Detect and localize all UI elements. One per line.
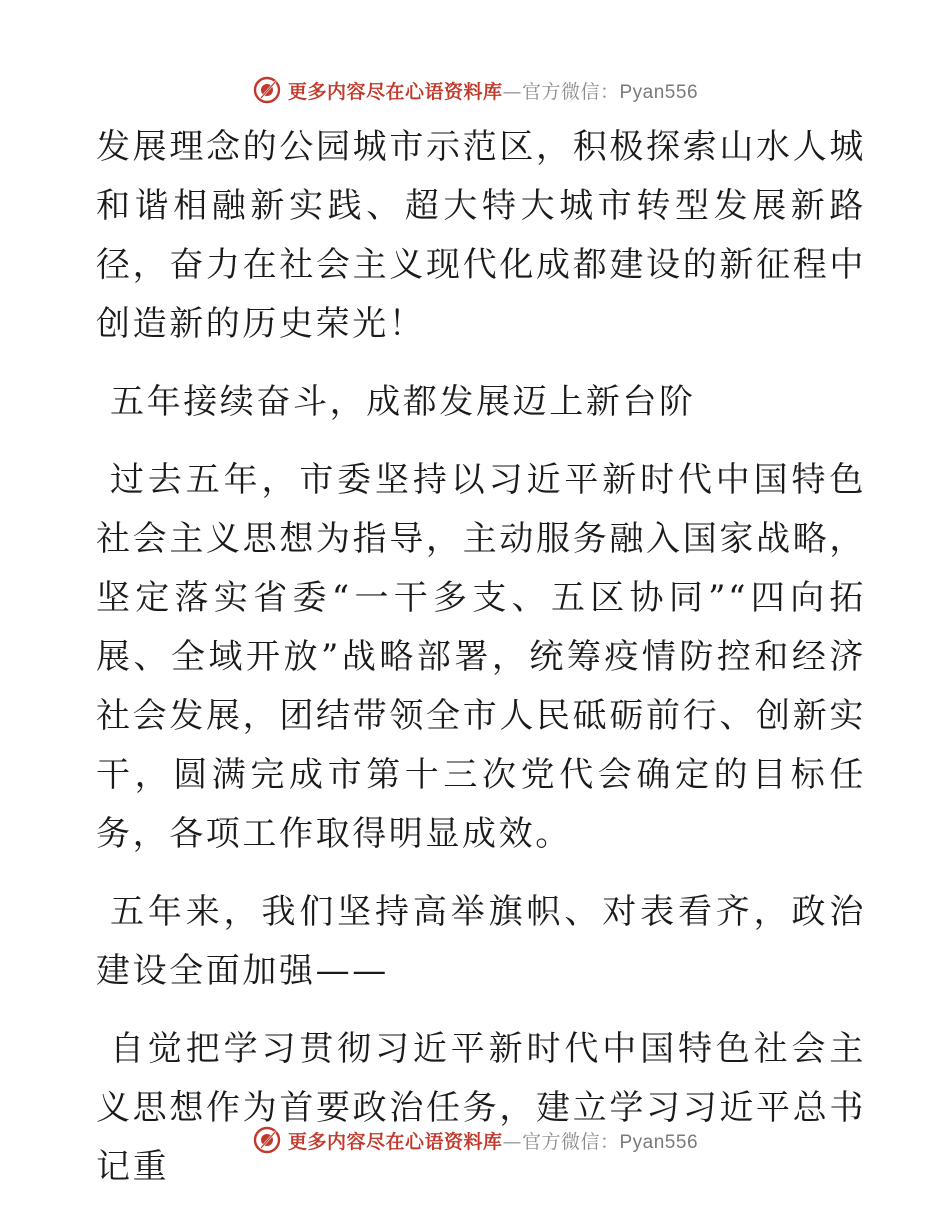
- watermark-dash: —: [502, 80, 522, 103]
- section-heading: 五年接续奋斗，成都发展迈上新台阶: [110, 382, 696, 422]
- watermark-wechat-id: Pyan556: [619, 81, 699, 103]
- watermark-header: [0, 70, 950, 110]
- brand-logo-icon: [252, 75, 282, 105]
- watermark-text: [288, 77, 698, 104]
- paragraph-1: 发展理念的公园城市示范区，积极探索山水人城和谐相融新实践、超大特大城市转型发展新路径，奋力在社会主义现代化成都建设的新征程中创造新的历史荣光！: [96, 127, 866, 344]
- paragraph-4: 自觉把学习贯彻习近平新时代中国特色社会主义思想作为首要政治任务，建立学习习近平总书记重: [96, 1029, 866, 1187]
- brand-logo-icon: [252, 1125, 282, 1155]
- watermark-dash: —: [502, 1130, 522, 1153]
- paragraph-3: 五年来，我们坚持高举旗帜、对表看齐，政治建设全面加强——: [96, 892, 866, 991]
- watermark-wechat-id: Pyan556: [619, 1131, 699, 1153]
- watermark-footer: [0, 1120, 950, 1160]
- document-body: [96, 118, 866, 1216]
- watermark-label: 官方微信：: [521, 1130, 620, 1153]
- watermark-brand: 更多内容尽在心语资料库: [287, 1130, 503, 1153]
- watermark-brand: 更多内容尽在心语资料库: [287, 80, 503, 103]
- watermark-text: [288, 1127, 698, 1154]
- watermark-label: 官方微信：: [521, 80, 620, 103]
- paragraph-2: 过去五年，市委坚持以习近平新时代中国特色社会主义思想为指导，主动服务融入国家战略，坚定落实省委“一干多支、五区协同”“四向拓展、全域开放”战略部署，统筹疫情防控和经济社会发展，团结带领全市人民砥砺前行、创新实干，圆满完成市第十三次党代会确定的目标任务，各项工作取得明显成效。: [96, 460, 866, 854]
